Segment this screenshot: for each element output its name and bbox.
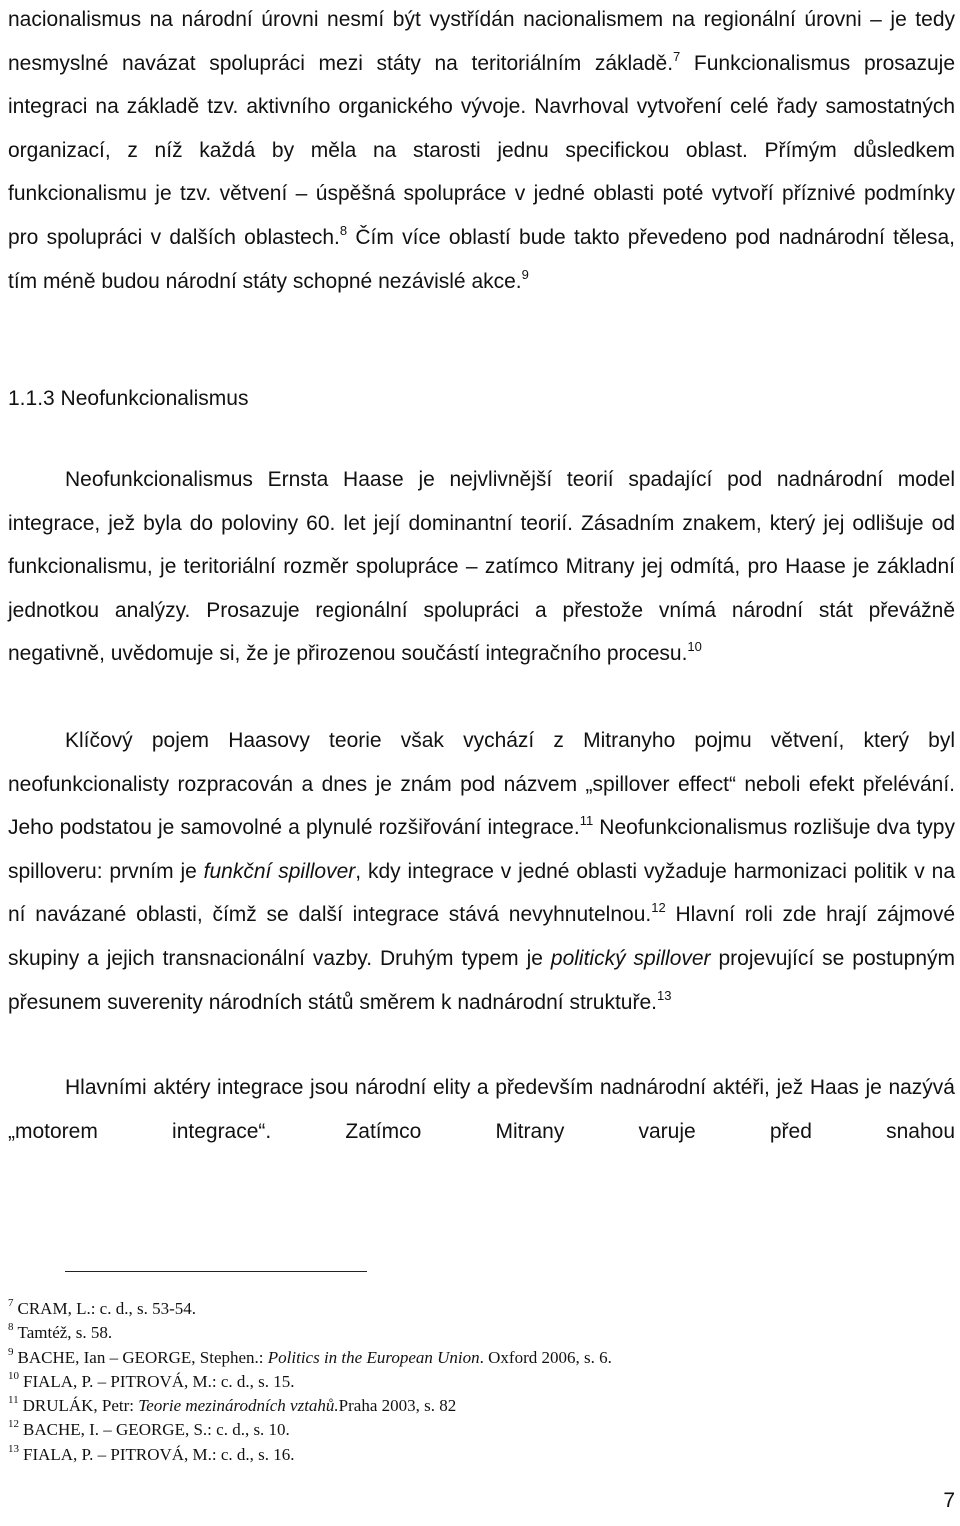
footnote-number: 10: [8, 1369, 19, 1382]
paragraph-text: projevující se postupným přesunem suverenity národních států směrem k nadnárodní struktuře.: [8, 946, 956, 1014]
footnote-text: Praha 2003, s. 82: [338, 1396, 457, 1416]
footnote-text: . Oxford 2006, s. 6.: [479, 1347, 612, 1367]
footnote-text: BACHE, I. – GEORGE, S.: c. d., s. 10.: [23, 1420, 290, 1440]
paragraph-text: Neofunkcionalismus rozlišuje dva typy spilloveru: prvním je: [8, 816, 955, 883]
paragraph-text: Neofunkcionalismus Ernsta Haase je nejvlivnější teorií spadající pod nadnárodní model integrace, jež byla do poloviny 60. let její dominantní teorií. Zásadním znakem, který jej odlišuje od funkcionalismu, je teritoriální rozměr spolupráce – zatímco Mitrany jej odmítá, pro Haase je základní jednotkou analýzy. Prosazuje regionální spolupráci a přestože vnímá národní stát převážně negativně, uvědomuje si, že je přirozenou součástí integračního procesu.: [8, 468, 955, 666]
footnote-item: [8, 1297, 908, 1321]
footnote-item: [8, 1321, 908, 1345]
footnote-item: [8, 1394, 908, 1418]
footnote-number: 11: [8, 1394, 19, 1407]
footnote-text: FIALA, P. – PITROVÁ, M.: c. d., s. 16.: [23, 1444, 295, 1464]
footnote-title: Teorie mezinárodních vztahů.: [138, 1396, 339, 1416]
paragraph-text: Hlavní roli zde hrají zájmové skupiny a jejich transnacionální vazby. Druhým typem je: [8, 903, 955, 970]
footnote-title: Politics in the European Union: [267, 1347, 480, 1367]
footnote-ref-9[interactable]: 9: [521, 266, 529, 282]
footnote-text: Tamtéž, s. 58.: [17, 1323, 113, 1343]
footnote-number: 8: [8, 1321, 14, 1334]
footnote-text: DRULÁK, Petr:: [22, 1396, 139, 1416]
footnote-text: BACHE, Ian – GEORGE, Stephen.:: [17, 1347, 268, 1367]
footnote-text: FIALA, P. – PITROVÁ, M.: c. d., s. 15.: [23, 1371, 295, 1391]
body-paragraph-2: [8, 458, 955, 676]
section-heading: 1.1.3 Neofunkcionalismus: [8, 387, 249, 410]
term-political-spillover: politický spillover: [550, 946, 711, 970]
footnote-text: CRAM, L.: c. d., s. 53-54.: [17, 1299, 196, 1318]
paragraph-text: Funkcionalismus prosazuje integraci na základě tzv. aktivního organického vývoje. Navrhoval vytvoření celé řady samostatných organizací, z níž každá by měla na starosti jednu specifickou oblast. Přímým důsledkem funkcionalismu je tzv. větvení – úspěšná spolupráce v jedné oblasti poté vytvoří příznivé podmínky pro spolupráci v dalších oblastech.: [8, 51, 955, 249]
footnote-ref-11[interactable]: 11: [579, 813, 594, 829]
paragraph-text: Klíčový pojem Haasovy teorie však vychází z Mitranyho pojmu větvení, který byl neofunkcionalisty rozpracován a dnes je znám pod názvem „spillover effect“ neboli efekt přelévání. Jeho podstatou je samovolné a plynulé rozšiřování integrace.: [8, 729, 955, 840]
footnote-item: [8, 1370, 908, 1394]
footnote-item: [8, 1346, 908, 1370]
footnote-ref-12[interactable]: 12: [651, 900, 666, 916]
term-functional-spillover: funkční spillover: [203, 859, 356, 883]
paragraph-text: nacionalismus na národní úrovni nesmí být vystřídán nacionalismem na regionální úrovni – je tedy nesmyslné navázat spolupráci mezi státy na teritoriálním základě.: [8, 8, 955, 75]
footnote-item: [8, 1443, 908, 1467]
paragraph-text: Hlavními aktéry integrace jsou národní elity a především nadnárodní aktéři, jež Haas je nazývá „motorem integrace“. Zatímco Mitrany varuje před snahou: [8, 1076, 955, 1143]
paragraph-text: , kdy integrace v jedné oblasti vyžaduje harmonizaci politik v na ní navázané oblasti, čímž se další integrace stává nevyhnutelnou.: [8, 859, 955, 927]
body-paragraph-1: [8, 0, 955, 303]
footnote-separator: [65, 1271, 367, 1272]
footnote-number: 12: [8, 1418, 19, 1431]
body-paragraph-3: [8, 719, 955, 1024]
paragraph-text: Čím více oblastí bude takto převedeno pod nadnárodní tělesa, tím méně budou národní státy schopné nezávislé akce.: [8, 225, 955, 293]
footnote-ref-7[interactable]: 7: [673, 48, 681, 64]
footnote-number: 9: [8, 1345, 14, 1358]
footnote-ref-13[interactable]: 13: [657, 987, 672, 1003]
footnote-list: [8, 1297, 908, 1467]
page-number: 7: [943, 1489, 955, 1512]
footnote-number: 7: [8, 1297, 14, 1309]
footnote-item: [8, 1418, 908, 1442]
footnote-ref-8[interactable]: 8: [339, 222, 348, 238]
footnote-number: 13: [8, 1442, 19, 1455]
body-paragraph-4: [8, 1066, 955, 1153]
footnote-ref-10[interactable]: 10: [687, 639, 702, 655]
